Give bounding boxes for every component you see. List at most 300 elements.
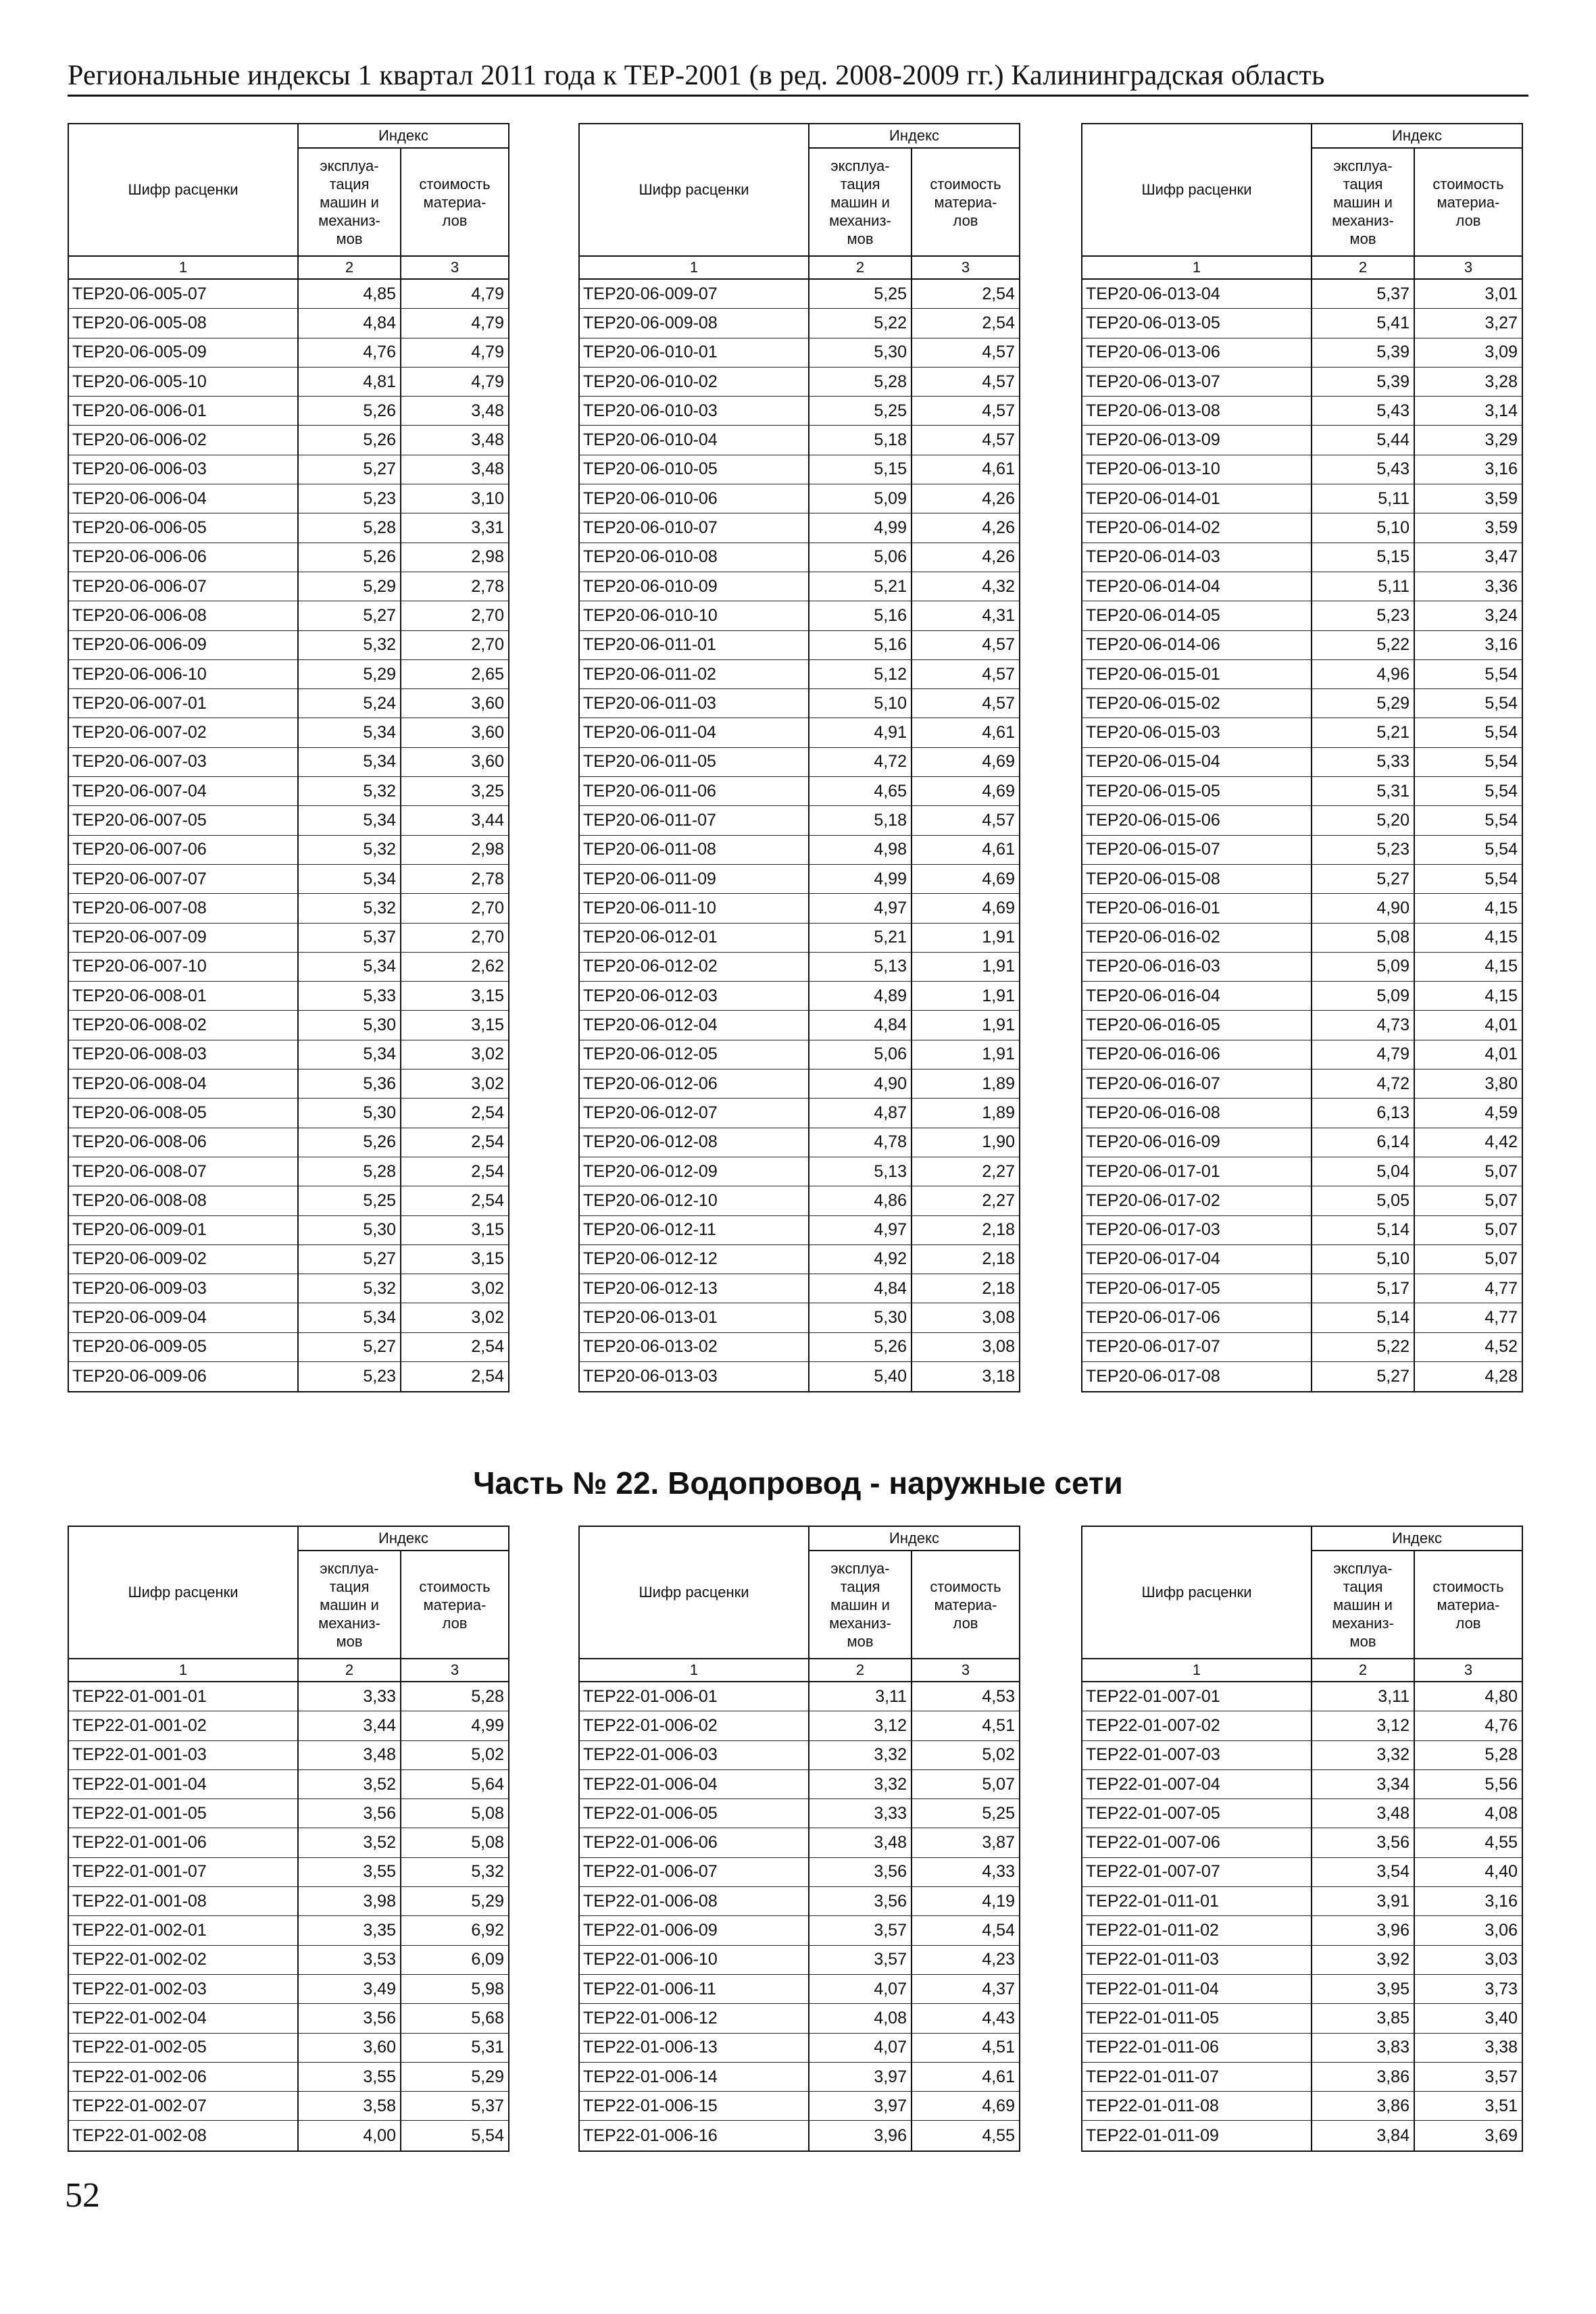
machines-index-cell: 5,22 <box>1312 631 1415 659</box>
rate-code-cell: ТЕР22-01-006-10 <box>580 1946 809 1974</box>
materials-index-cell: 4,79 <box>471 343 504 362</box>
rate-code-cell: ТЕР20-06-013-08 <box>1082 397 1312 425</box>
table-row <box>580 1128 1019 1157</box>
rate-code-cell: ТЕР22-01-002-04 <box>69 2004 299 2032</box>
table-row <box>69 1011 508 1040</box>
machines-index-cell: 4,87 <box>809 1099 912 1127</box>
rate-code-cell: ТЕР20-06-007-03 <box>69 748 299 776</box>
materials-index-cell: 4,37 <box>982 1979 1015 1998</box>
materials-index-cell: 4,57 <box>982 343 1015 362</box>
machines-index-cell: 3,57 <box>809 1916 912 1944</box>
materials-index-cell: 4,79 <box>471 284 504 303</box>
rate-code-cell: ТЕР20-06-008-05 <box>69 1099 299 1127</box>
machines-index-cell: 6,14 <box>1312 1128 1415 1157</box>
table-row <box>69 1128 508 1157</box>
column-numbers-row <box>69 1659 508 1682</box>
rate-code-cell: ТЕР22-01-011-01 <box>1082 1887 1312 1915</box>
rate-code-cell: ТЕР20-06-005-09 <box>69 338 299 367</box>
materials-index-cell: 3,38 <box>1485 2038 1518 2057</box>
table-row <box>1082 1070 1522 1099</box>
table-row <box>580 865 1019 894</box>
machines-index-cell: 5,40 <box>809 1362 912 1391</box>
table-row <box>580 2034 1019 2063</box>
machines-index-cell: 3,48 <box>299 1741 401 1769</box>
rate-code-cell: ТЕР22-01-011-06 <box>1082 2034 1312 2062</box>
materials-index-cell: 5,32 <box>471 1862 504 1882</box>
rate-code-cell: ТЕР20-06-013-04 <box>1082 280 1312 308</box>
table-row <box>580 1274 1019 1303</box>
table-row <box>1082 1128 1522 1157</box>
materials-index-cell: 5,54 <box>1485 810 1518 830</box>
machines-index-cell: 5,30 <box>299 1216 401 1244</box>
rate-code-cell: ТЕР20-06-006-08 <box>69 601 299 630</box>
materials-index-cell: 3,44 <box>471 810 504 830</box>
column-number-2: 2 <box>299 257 401 278</box>
machines-index-cell: 5,17 <box>1312 1274 1415 1303</box>
materials-index-cell: 4,15 <box>1485 957 1518 976</box>
materials-index-cell: 4,32 <box>982 576 1015 596</box>
materials-index-cell: 4,28 <box>1485 1367 1518 1386</box>
table-row <box>69 982 508 1011</box>
rate-code-cell: ТЕР20-06-012-10 <box>580 1186 809 1215</box>
rate-code-cell: ТЕР20-06-005-10 <box>69 368 299 396</box>
table-row <box>580 1186 1019 1215</box>
materials-index-cell: 4,51 <box>982 2038 1015 2057</box>
table-row <box>69 1770 508 1799</box>
machines-index-cell: 5,34 <box>299 865 401 893</box>
table-row <box>69 1799 508 1828</box>
rate-code-cell: ТЕР20-06-016-01 <box>1082 894 1312 922</box>
machines-index-cell: 5,36 <box>299 1070 401 1098</box>
materials-index-cell: 5,07 <box>1485 1220 1518 1240</box>
column-header-index: Индекс <box>299 1527 508 1551</box>
table-row <box>69 1858 508 1887</box>
table-row <box>580 2063 1019 2092</box>
machines-index-cell: 5,30 <box>809 1303 912 1332</box>
table-row <box>1082 1099 1522 1128</box>
rate-code-cell: ТЕР20-06-013-10 <box>1082 455 1312 484</box>
rate-code-cell: ТЕР20-06-011-08 <box>580 836 809 864</box>
table-row <box>1082 1682 1522 1711</box>
machines-index-cell: 5,28 <box>299 1157 401 1186</box>
rate-code-cell: ТЕР20-06-008-01 <box>69 982 299 1010</box>
machines-index-cell: 4,97 <box>809 1216 912 1244</box>
machines-index-cell: 3,56 <box>299 1799 401 1828</box>
materials-index-cell: 4,15 <box>1485 898 1518 917</box>
machines-index-cell: 5,31 <box>1312 777 1415 805</box>
machines-index-cell: 5,43 <box>1312 397 1415 425</box>
machines-index-cell: 5,14 <box>1312 1303 1415 1332</box>
machines-index-cell: 4,00 <box>299 2121 401 2150</box>
table-row <box>1082 1828 1522 1857</box>
table-row <box>69 601 508 630</box>
machines-index-cell: 5,23 <box>1312 836 1415 864</box>
table-row <box>580 1099 1019 1128</box>
materials-index-cell: 4,15 <box>1485 928 1518 947</box>
machines-index-cell: 5,37 <box>1312 280 1415 308</box>
machines-index-cell: 3,97 <box>809 2092 912 2120</box>
machines-index-cell: 4,98 <box>809 836 912 864</box>
materials-index-cell: 4,57 <box>982 693 1015 713</box>
materials-index-cell: 4,40 <box>1485 1862 1518 1882</box>
table-row <box>1082 280 1522 309</box>
table-row <box>69 1274 508 1303</box>
table-body <box>69 280 508 1391</box>
machines-index-cell: 5,39 <box>1312 368 1415 396</box>
machines-index-cell: 5,16 <box>809 601 912 630</box>
machines-index-cell: 5,30 <box>299 1011 401 1039</box>
machines-index-cell: 5,28 <box>809 368 912 396</box>
table-row <box>1082 631 1522 660</box>
rate-code-cell: ТЕР22-01-006-16 <box>580 2121 809 2150</box>
table-row <box>69 689 508 718</box>
materials-index-cell: 3,80 <box>1485 1074 1518 1093</box>
table-row <box>69 748 508 777</box>
column-header-index: Индекс <box>1312 124 1522 149</box>
column-header-index: Индекс <box>299 124 508 149</box>
rate-code-cell: ТЕР20-06-005-08 <box>69 309 299 337</box>
materials-index-cell: 2,98 <box>471 840 504 859</box>
materials-index-cell: 1,90 <box>982 1132 1015 1152</box>
table-row <box>1082 1799 1522 1828</box>
table-row <box>580 718 1019 747</box>
table-row <box>1082 397 1522 426</box>
rate-code-cell: ТЕР20-06-012-08 <box>580 1128 809 1157</box>
rate-code-cell: ТЕР20-06-005-07 <box>69 280 299 308</box>
index-table-1 <box>68 123 509 1392</box>
rate-code-cell: ТЕР20-06-009-06 <box>69 1362 299 1391</box>
rate-code-cell: ТЕР22-01-006-09 <box>580 1916 809 1944</box>
materials-index-cell: 4,31 <box>982 605 1015 625</box>
materials-index-cell: 3,87 <box>982 1833 1015 1853</box>
table-row <box>580 1770 1019 1799</box>
materials-index-cell: 5,07 <box>1485 1249 1518 1269</box>
column-header-materials: стоимость материа- лов <box>1432 1578 1504 1632</box>
materials-index-cell: 2,98 <box>471 547 504 567</box>
machines-index-cell: 5,34 <box>299 1040 401 1069</box>
rate-code-cell: ТЕР22-01-002-07 <box>69 2092 299 2120</box>
materials-index-cell: 2,54 <box>471 1190 504 1210</box>
table-row <box>580 280 1019 309</box>
materials-index-cell: 3,36 <box>1485 576 1518 596</box>
rate-code-cell: ТЕР20-06-013-06 <box>1082 338 1312 367</box>
materials-index-cell: 3,59 <box>1485 518 1518 538</box>
materials-index-cell: 5,68 <box>471 2008 504 2028</box>
table-row <box>1082 368 1522 397</box>
machines-index-cell: 5,41 <box>1312 309 1415 337</box>
rate-code-cell: ТЕР20-06-010-03 <box>580 397 809 425</box>
rate-code-cell: ТЕР22-01-011-09 <box>1082 2121 1312 2150</box>
materials-index-cell: 3,16 <box>1485 635 1518 655</box>
column-header-code: Шифр расценки <box>1082 124 1312 255</box>
materials-index-cell: 4,54 <box>982 1921 1015 1940</box>
rate-code-cell: ТЕР22-01-006-13 <box>580 2034 809 2062</box>
table-row <box>1082 1916 1522 1945</box>
materials-index-cell: 4,79 <box>471 372 504 391</box>
table-row <box>580 1799 1019 1828</box>
column-header-code: Шифр расценки <box>1082 1527 1312 1658</box>
materials-index-cell: 4,57 <box>982 401 1015 420</box>
machines-index-cell: 3,56 <box>299 2004 401 2032</box>
machines-index-cell: 5,22 <box>1312 1333 1415 1361</box>
rate-code-cell: ТЕР22-01-002-06 <box>69 2063 299 2091</box>
machines-index-cell: 5,33 <box>1312 748 1415 776</box>
table-body <box>580 280 1019 1391</box>
rate-code-cell: ТЕР20-06-008-04 <box>69 1070 299 1098</box>
rate-code-cell: ТЕР22-01-006-12 <box>580 2004 809 2032</box>
machines-index-cell: 4,92 <box>809 1245 912 1274</box>
table-row <box>580 426 1019 455</box>
machines-index-cell: 5,22 <box>809 309 912 337</box>
materials-index-cell: 5,29 <box>471 1891 504 1911</box>
table-row <box>69 426 508 455</box>
table-row <box>1082 2092 1522 2121</box>
machines-index-cell: 4,85 <box>299 280 401 308</box>
materials-index-cell: 2,54 <box>471 1337 504 1357</box>
table-row <box>69 1828 508 1857</box>
materials-index-cell: 4,61 <box>982 723 1015 743</box>
materials-index-cell: 4,57 <box>982 635 1015 655</box>
page-number: 52 <box>65 2176 100 2215</box>
machines-index-cell: 3,92 <box>1312 1946 1415 1974</box>
materials-index-cell: 4,08 <box>1485 1803 1518 1823</box>
machines-index-cell: 4,91 <box>809 718 912 747</box>
rate-code-cell: ТЕР20-06-010-06 <box>580 484 809 513</box>
materials-index-cell: 2,70 <box>471 898 504 917</box>
rate-code-cell: ТЕР20-06-013-07 <box>1082 368 1312 396</box>
index-header-group <box>809 1527 1019 1658</box>
table-header <box>580 124 1019 257</box>
rate-code-cell: ТЕР22-01-007-02 <box>1082 1711 1312 1740</box>
rate-code-cell: ТЕР20-06-014-01 <box>1082 484 1312 513</box>
materials-index-cell: 4,55 <box>1485 1833 1518 1853</box>
machines-index-cell: 3,85 <box>1312 2004 1415 2032</box>
column-header-code: Шифр расценки <box>580 1527 809 1658</box>
rate-code-cell: ТЕР20-06-007-04 <box>69 777 299 805</box>
column-header-machines: эксплуа- тация машин и механиз- мов <box>299 1551 401 1658</box>
machines-index-cell: 5,25 <box>299 1186 401 1215</box>
table-row <box>69 894 508 923</box>
machines-index-cell: 3,56 <box>1312 1828 1415 1857</box>
rate-code-cell: ТЕР20-06-011-10 <box>580 894 809 922</box>
rate-code-cell: ТЕР20-06-015-04 <box>1082 748 1312 776</box>
table-row <box>69 572 508 601</box>
materials-index-cell: 2,70 <box>471 635 504 655</box>
materials-index-cell: 4,69 <box>982 781 1015 801</box>
table-row <box>69 2092 508 2121</box>
table-row <box>69 924 508 953</box>
materials-index-cell: 3,73 <box>1485 1979 1518 1998</box>
rate-code-cell: ТЕР20-06-007-05 <box>69 806 299 834</box>
rate-code-cell: ТЕР20-06-015-06 <box>1082 806 1312 834</box>
machines-index-cell: 5,34 <box>299 718 401 747</box>
table-header <box>69 124 508 257</box>
materials-index-cell: 3,29 <box>1485 430 1518 450</box>
rate-code-cell: ТЕР20-06-009-05 <box>69 1333 299 1361</box>
table-row <box>580 513 1019 543</box>
table-row <box>580 631 1019 660</box>
table-row <box>69 1070 508 1099</box>
machines-index-cell: 5,27 <box>299 601 401 630</box>
rate-code-cell: ТЕР20-06-006-06 <box>69 543 299 572</box>
rate-code-cell: ТЕР22-01-001-03 <box>69 1741 299 1769</box>
rate-code-cell: ТЕР20-06-008-02 <box>69 1011 299 1039</box>
table-row <box>69 1333 508 1362</box>
machines-index-cell: 5,16 <box>809 631 912 659</box>
table-row <box>69 1040 508 1070</box>
table-row <box>69 777 508 806</box>
rate-code-cell: ТЕР20-06-013-05 <box>1082 309 1312 337</box>
rate-code-cell: ТЕР20-06-010-04 <box>580 426 809 454</box>
rate-code-cell: ТЕР20-06-010-01 <box>580 338 809 367</box>
materials-index-cell: 4,51 <box>982 1715 1015 1735</box>
table-row <box>69 1186 508 1215</box>
index-table-3 <box>1081 123 1523 1392</box>
table-row <box>1082 1303 1522 1332</box>
materials-index-cell: 3,02 <box>471 1308 504 1328</box>
machines-index-cell: 5,30 <box>809 338 912 367</box>
machines-index-cell: 3,52 <box>299 1770 401 1799</box>
machines-index-cell: 3,98 <box>299 1887 401 1915</box>
table-row <box>1082 689 1522 718</box>
materials-index-cell: 4,53 <box>982 1686 1015 1706</box>
materials-index-cell: 4,26 <box>982 547 1015 567</box>
rate-code-cell: ТЕР22-01-006-01 <box>580 1682 809 1711</box>
table-row <box>69 1975 508 2004</box>
rate-code-cell: ТЕР22-01-001-05 <box>69 1799 299 1828</box>
table-row <box>1082 2004 1522 2033</box>
machines-index-cell: 5,32 <box>299 631 401 659</box>
table-row <box>580 1216 1019 1245</box>
rate-code-cell: ТЕР20-06-010-05 <box>580 455 809 484</box>
column-number-1: 1 <box>1082 1659 1312 1681</box>
materials-index-cell: 5,25 <box>982 1803 1015 1823</box>
materials-index-cell: 3,69 <box>1485 2126 1518 2145</box>
column-number-3: 3 <box>961 1661 970 1678</box>
machines-index-cell: 3,60 <box>299 2034 401 2062</box>
materials-index-cell: 4,57 <box>982 810 1015 830</box>
rate-code-cell: ТЕР22-01-006-15 <box>580 2092 809 2120</box>
machines-index-cell: 5,26 <box>299 397 401 425</box>
materials-index-cell: 3,02 <box>471 1278 504 1298</box>
table-row <box>1082 1362 1522 1391</box>
rate-code-cell: ТЕР22-01-007-07 <box>1082 1858 1312 1886</box>
materials-index-cell: 5,54 <box>1485 781 1518 801</box>
rate-code-cell: ТЕР20-06-009-08 <box>580 309 809 337</box>
table-row <box>1082 1946 1522 1975</box>
machines-index-cell: 5,14 <box>1312 1216 1415 1244</box>
rate-code-cell: ТЕР20-06-007-08 <box>69 894 299 922</box>
machines-index-cell: 3,33 <box>299 1682 401 1711</box>
machines-index-cell: 5,12 <box>809 660 912 688</box>
column-header-machines: эксплуа- тация машин и механиз- мов <box>299 149 401 255</box>
materials-index-cell: 3,03 <box>1485 1950 1518 1969</box>
table-row <box>69 806 508 835</box>
table-row <box>580 1741 1019 1770</box>
machines-index-cell: 3,55 <box>299 1858 401 1886</box>
rate-code-cell: ТЕР20-06-007-10 <box>69 953 299 981</box>
rate-code-cell: ТЕР20-06-014-04 <box>1082 572 1312 601</box>
rate-code-cell: ТЕР20-06-014-06 <box>1082 631 1312 659</box>
machines-index-cell: 3,32 <box>1312 1741 1415 1769</box>
materials-index-cell: 4,19 <box>982 1891 1015 1911</box>
table-row <box>1082 806 1522 835</box>
machines-index-cell: 3,58 <box>299 2092 401 2120</box>
column-number-1: 1 <box>580 1659 809 1681</box>
rate-code-cell: ТЕР20-06-010-09 <box>580 572 809 601</box>
table-row <box>1082 1157 1522 1186</box>
machines-index-cell: 5,24 <box>299 689 401 718</box>
machines-index-cell: 5,26 <box>809 1333 912 1361</box>
materials-index-cell: 1,91 <box>982 957 1015 976</box>
table-row <box>1082 1245 1522 1274</box>
machines-index-cell: 5,23 <box>299 1362 401 1391</box>
table-row <box>580 1682 1019 1711</box>
materials-index-cell: 5,54 <box>1485 869 1518 888</box>
machines-index-cell: 5,15 <box>1312 543 1415 572</box>
materials-index-cell: 2,18 <box>982 1249 1015 1269</box>
table-row <box>580 748 1019 777</box>
rate-code-cell: ТЕР20-06-006-05 <box>69 513 299 542</box>
materials-index-cell: 1,91 <box>982 1045 1015 1064</box>
rate-code-cell: ТЕР20-06-007-07 <box>69 865 299 893</box>
column-number-2: 2 <box>1312 257 1415 278</box>
column-header-index: Индекс <box>809 124 1019 149</box>
materials-index-cell: 4,01 <box>1485 1045 1518 1064</box>
materials-index-cell: 4,69 <box>982 752 1015 772</box>
table-row <box>580 1887 1019 1916</box>
machines-index-cell: 4,78 <box>809 1128 912 1157</box>
column-numbers-row <box>1082 257 1522 280</box>
table-row <box>69 397 508 426</box>
table-row <box>69 1216 508 1245</box>
materials-index-cell: 3,31 <box>471 518 504 538</box>
materials-index-cell: 3,01 <box>1485 284 1518 303</box>
machines-index-cell: 3,97 <box>809 2063 912 2091</box>
column-numbers-row <box>69 257 508 280</box>
machines-index-cell: 5,10 <box>809 689 912 718</box>
materials-index-cell: 3,08 <box>982 1308 1015 1328</box>
materials-index-cell: 3,59 <box>1485 488 1518 508</box>
rate-code-cell: ТЕР20-06-011-09 <box>580 865 809 893</box>
header-rule <box>68 95 1528 97</box>
rate-code-cell: ТЕР20-06-012-12 <box>580 1245 809 1274</box>
table-row <box>69 484 508 513</box>
rate-code-cell: ТЕР20-06-009-03 <box>69 1274 299 1303</box>
column-header-machines: эксплуа- тация машин и механиз- мов <box>809 149 912 255</box>
rate-code-cell: ТЕР20-06-010-02 <box>580 368 809 396</box>
machines-index-cell: 5,27 <box>1312 1362 1415 1391</box>
table-row <box>580 777 1019 806</box>
table-row <box>1082 338 1522 368</box>
materials-index-cell: 4,69 <box>982 898 1015 917</box>
machines-index-cell: 4,79 <box>1312 1040 1415 1069</box>
index-header-group <box>1312 124 1522 255</box>
rate-code-cell: ТЕР20-06-014-02 <box>1082 513 1312 542</box>
machines-index-cell: 5,34 <box>299 953 401 981</box>
machines-index-cell: 3,11 <box>809 1682 912 1711</box>
rate-code-cell: ТЕР22-01-011-07 <box>1082 2063 1312 2091</box>
rate-code-cell: ТЕР20-06-006-10 <box>69 660 299 688</box>
machines-index-cell: 5,23 <box>299 484 401 513</box>
machines-index-cell: 3,54 <box>1312 1858 1415 1886</box>
rate-code-cell: ТЕР22-01-002-01 <box>69 1916 299 1944</box>
machines-index-cell: 5,27 <box>299 1333 401 1361</box>
table-row <box>69 1303 508 1332</box>
table-row <box>69 631 508 660</box>
column-number-3: 3 <box>450 1661 459 1678</box>
materials-index-cell: 2,18 <box>982 1278 1015 1298</box>
